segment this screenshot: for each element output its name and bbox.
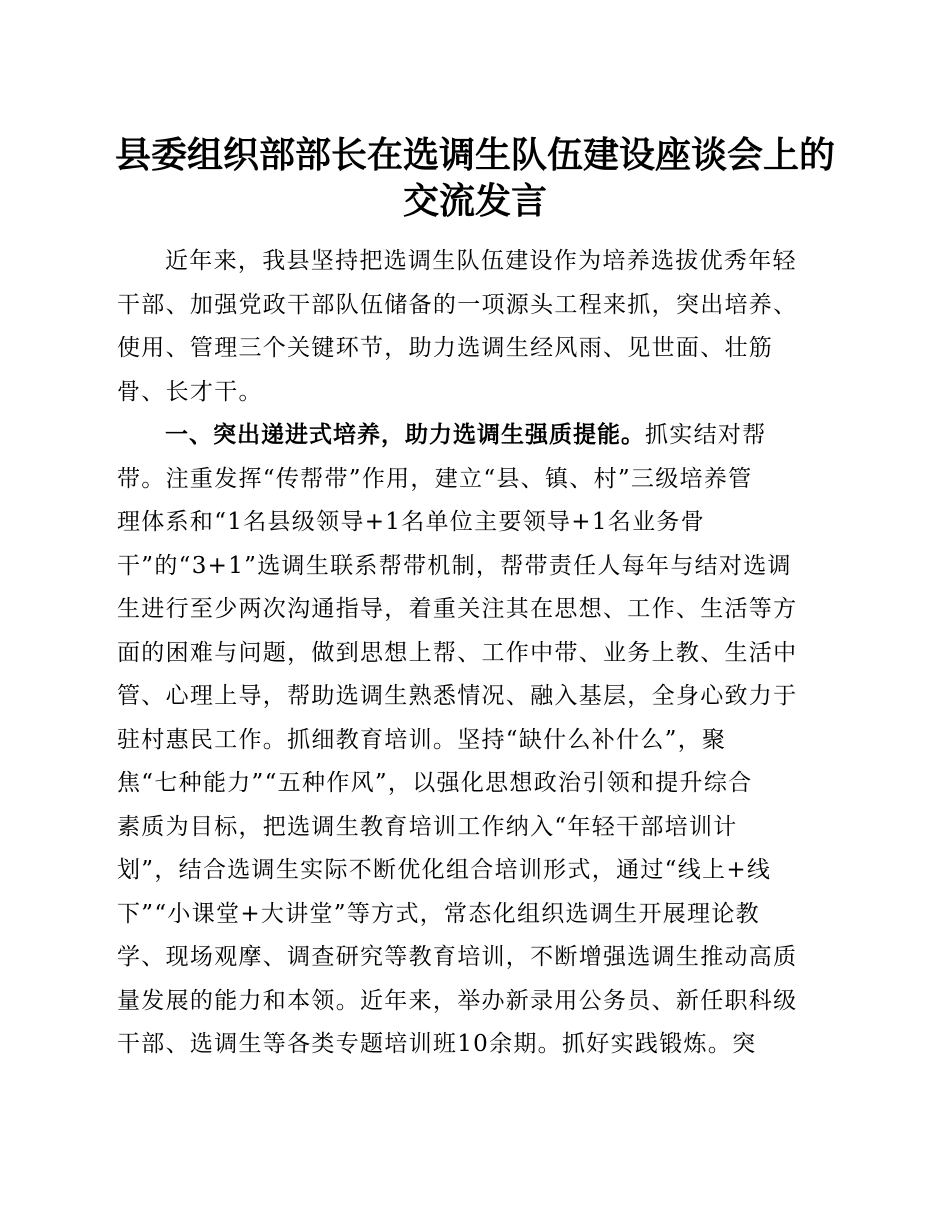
text-line: 面的困难与问题，做到思想上帮、工作中带、业务上教、生活中 (117, 639, 798, 666)
section-1-paragraph (117, 414, 829, 1067)
text-line (117, 414, 829, 458)
text-line: 骨、长才干。 (117, 378, 263, 405)
text-line: 学、现场观摩、调查研究等教育培训，不断增强选调生推动高质 (117, 944, 798, 970)
title-line-2: 交流发言 (402, 180, 547, 222)
text-line: 理体系和“1名县级领导+1名单位主要领导+1名业务骨 (117, 509, 706, 535)
text-line: 下”“小课堂+大讲堂”等方式，常态化组织选调生开展理论教 (117, 900, 760, 927)
text-line: 近年来，我县坚持把选调生队伍建设作为培养选拔优秀年轻 (165, 248, 797, 274)
text-line: 驻村惠民工作。抓细教育培训。坚持“缺什么补什么”，聚 (117, 726, 727, 753)
text-line: 生进行至少两次沟通指导，着重关注其在思想、工作、生活等方 (117, 596, 798, 622)
intro-paragraph (117, 240, 829, 414)
section-1-heading: 一、突出递进式培养，助力选调生强质提能。 (165, 422, 645, 448)
text-line: 带。注重发挥“传帮带”作用，建立“县、镇、村”三级培养管 (117, 465, 753, 492)
text-line: 划”，结合选调生实际不断优化组合培训形式，通过“线上+线 (117, 857, 772, 883)
text-line: 干部、选调生等各类专题培训班10余期。抓好实践锻炼。突 (117, 1031, 757, 1057)
text-line: 管、心理上导，帮助选调生熟悉情况、融入基层，全身心致力于 (117, 683, 798, 709)
text-line: 干部、加强党政干部队伍储备的一项源头工程来抓，突出培养、 (117, 291, 798, 318)
text-line: 焦“七种能力”“五种作风”，以强化思想政治引领和提升综合 (117, 770, 753, 796)
document-body (117, 240, 829, 1067)
text-line: 量发展的能力和本领。近年来，举办新录用公务员、新任职科级 (117, 987, 798, 1014)
title-line-1: 县委组织部部长在选调生队伍建设座谈会上的 (114, 134, 835, 176)
section-1-first-line-text: 抓实结对帮 (645, 422, 767, 448)
text-line: 干”的“3+1”选调生联系帮带机制，帮带责任人每年与结对选调 (117, 552, 792, 579)
document-title (100, 132, 850, 224)
text-line: 素质为目标，把选调生教育培训工作纳入“年轻干部培训计 (117, 813, 738, 840)
text-line: 使用、管理三个关键环节，助力选调生经风雨、见世面、壮筋 (117, 335, 774, 361)
